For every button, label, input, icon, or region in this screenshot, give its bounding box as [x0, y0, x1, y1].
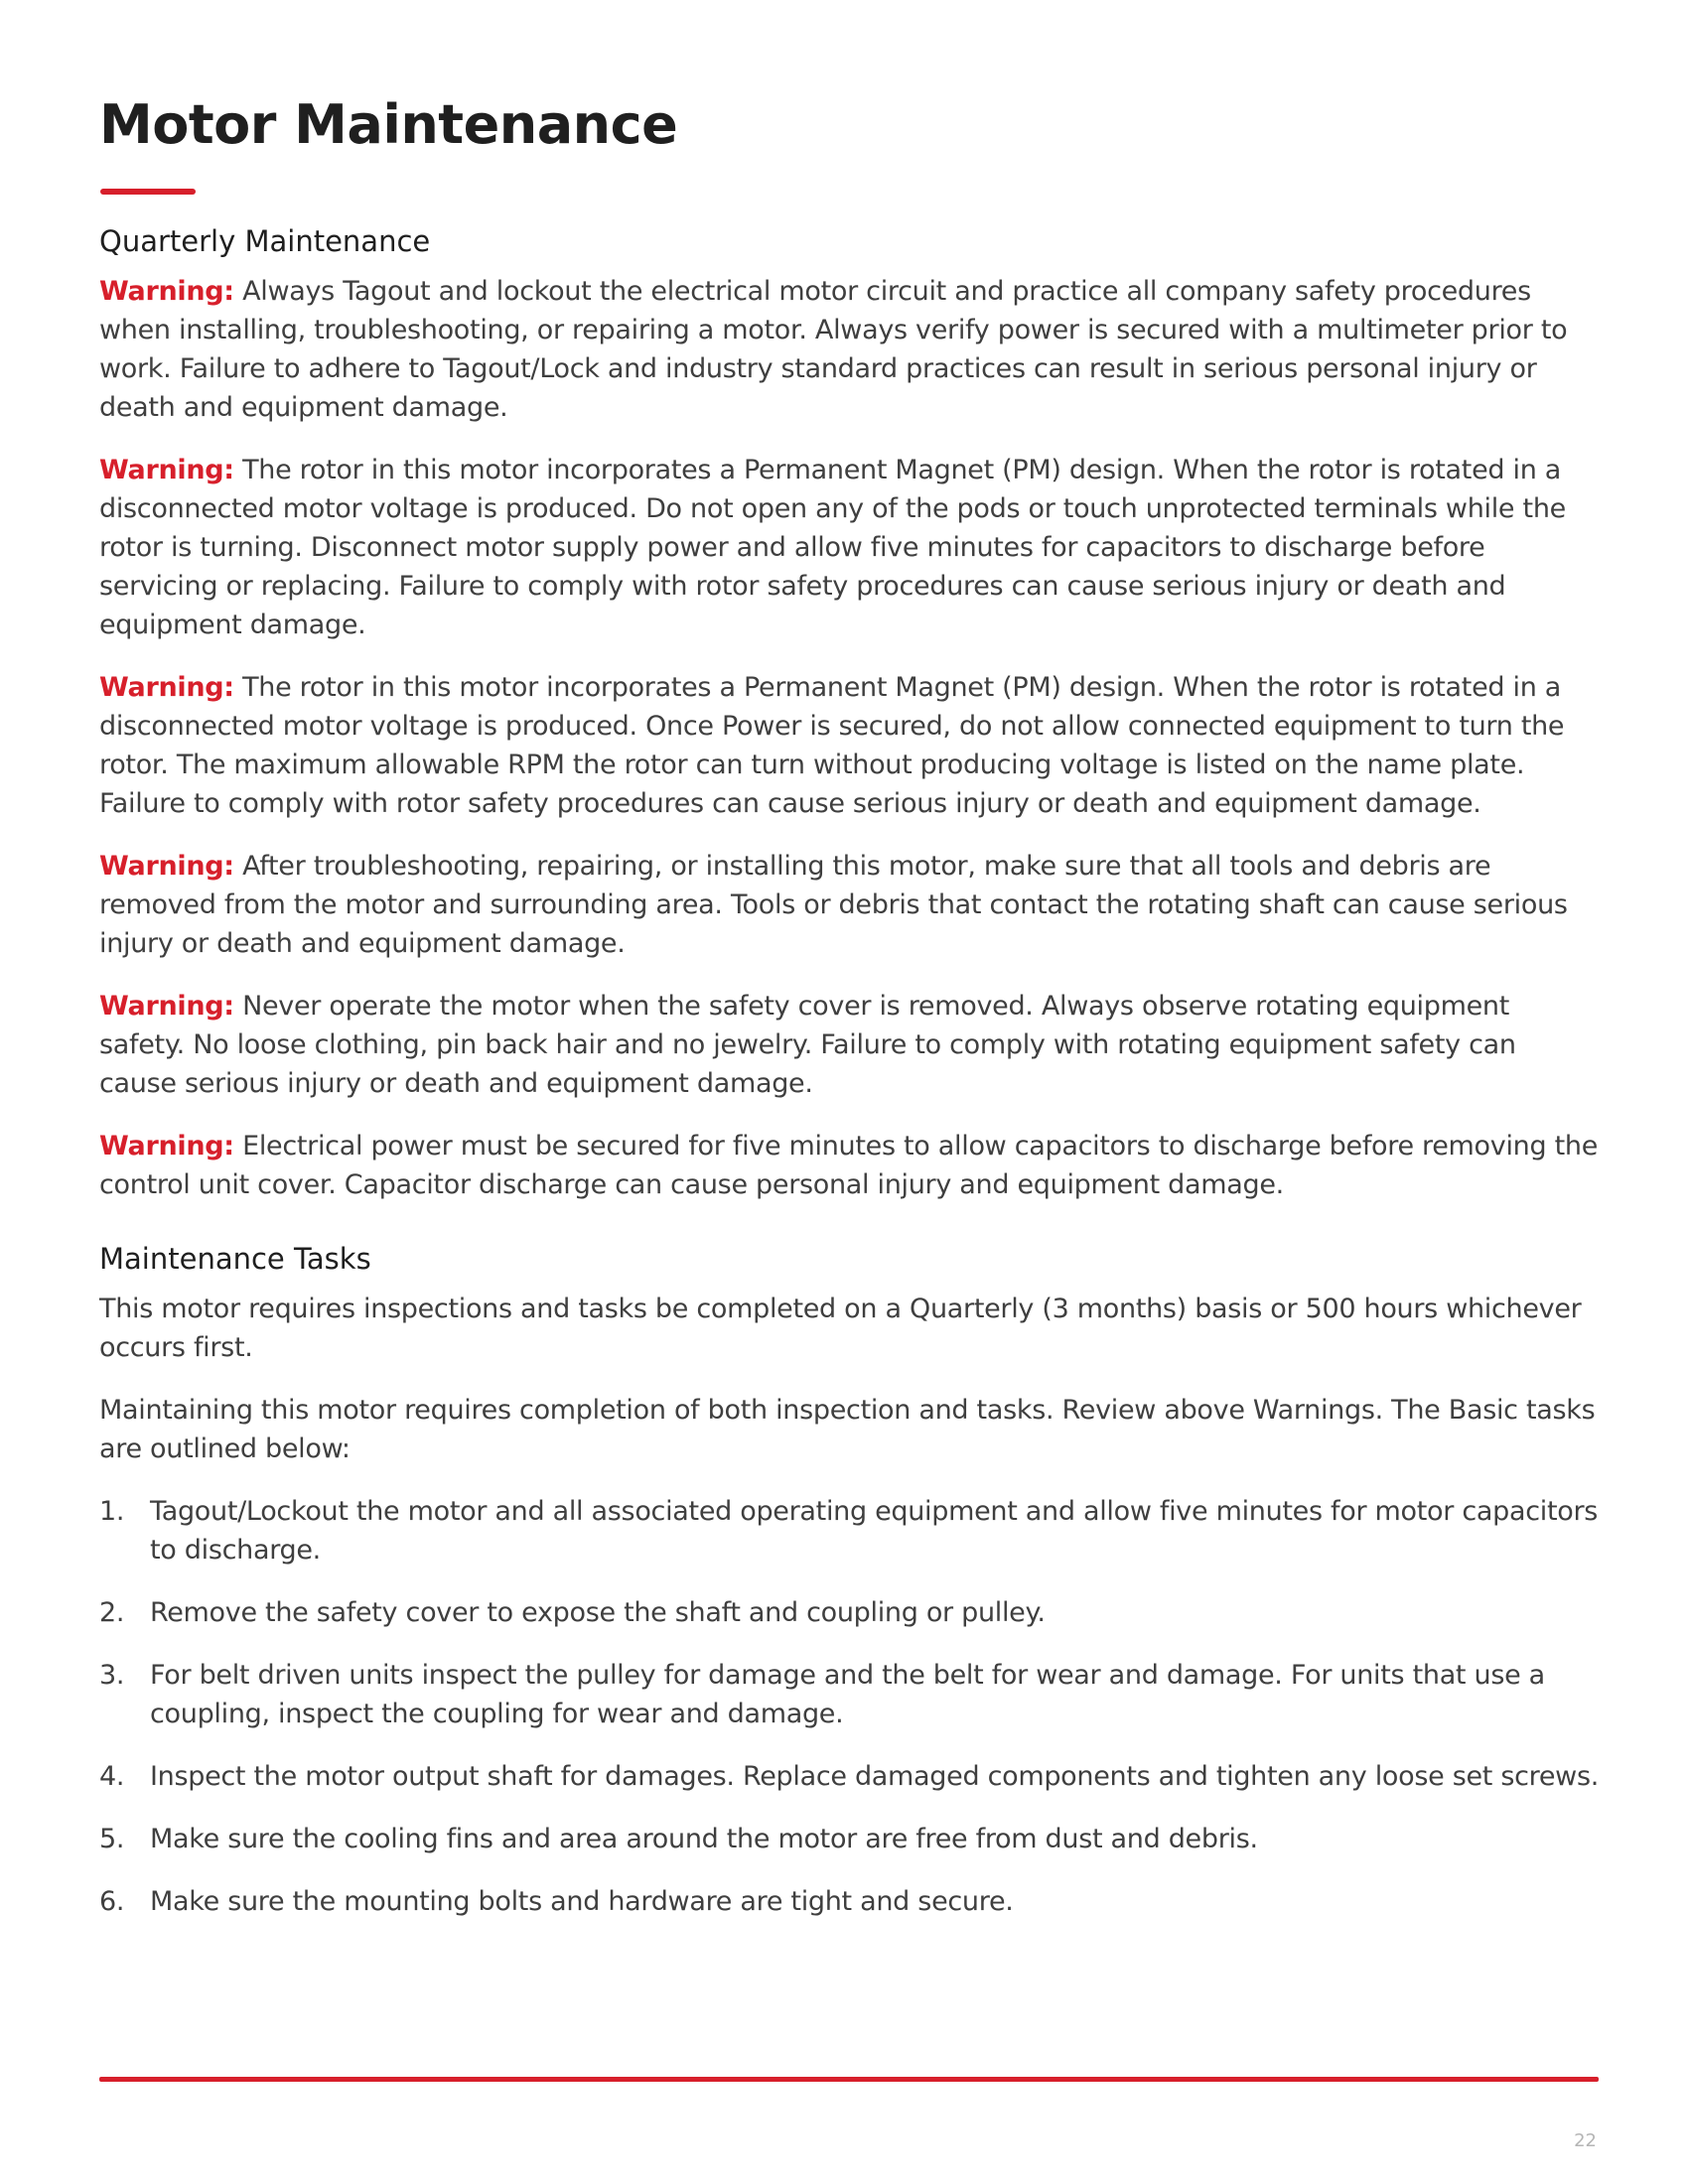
warning-label: Warning: — [99, 455, 234, 485]
warning-label: Warning: — [99, 851, 234, 882]
warning-paragraph — [99, 451, 1599, 644]
tasks-intro-paragraph: Maintaining this motor requires completion of both inspection and tasks. Review above Warnings. The Basic tasks are outlined below: — [99, 1395, 1596, 1464]
task-list-item — [99, 1820, 1599, 1858]
task-number: 3. — [99, 1660, 125, 1691]
warning-text: Never operate the motor when the safety cover is removed. Always observe rotating equipment safety. No loose clothing, pin back hair and no jewelry. Failure to comply with rotating equipment safety can cause serious injury or death and equipment damage. — [99, 991, 1516, 1099]
task-list-item — [99, 1882, 1599, 1921]
warning-paragraph — [99, 1127, 1599, 1204]
task-list-item — [99, 1593, 1599, 1632]
warning-paragraph — [99, 847, 1599, 963]
task-number: 6. — [99, 1886, 125, 1917]
task-text: Inspect the motor output shaft for damages. Replace damaged components and tighten any loose set screws. — [150, 1761, 1600, 1792]
task-number: 5. — [99, 1824, 125, 1854]
task-text: Remove the safety cover to expose the shaft and coupling or pulley. — [150, 1597, 1046, 1628]
footer-divider — [99, 2077, 1599, 2082]
title-underline — [100, 189, 196, 195]
page-content — [99, 220, 1599, 1945]
warning-label: Warning: — [99, 1131, 234, 1161]
page-number: 22 — [1574, 2130, 1597, 2151]
tasks-intro-paragraph: This motor requires inspections and tasks be completed on a Quarterly (3 months) basis or 500 hours whichever occurs first. — [99, 1294, 1582, 1363]
warning-paragraph — [99, 272, 1599, 427]
warning-paragraph — [99, 987, 1599, 1103]
warning-text: The rotor in this motor incorporates a Permanent Magnet (PM) design. When the rotor is rotated in a disconnected motor voltage is produced. Do not open any of the pods or touch unprotected terminals while the rotor is turning. Disconnect motor supply power and allow five minutes for capacitors to discharge before servicing or replacing. Failure to comply with rotor safety procedures can cause serious injury or death and equipment damage. — [99, 455, 1566, 640]
task-list — [99, 1492, 1599, 1921]
page-title: Motor Maintenance — [99, 93, 678, 156]
warning-label: Warning: — [99, 276, 234, 307]
task-list-item — [99, 1757, 1599, 1796]
warning-text: The rotor in this motor incorporates a Permanent Magnet (PM) design. When the rotor is rotated in a disconnected motor voltage is produced. Once Power is secured, do not allow connected equipment to turn the rotor. The maximum allowable RPM the rotor can turn without producing voltage is listed on the name plate. Failure to comply with rotor safety procedures can cause serious injury or death and equipment damage. — [99, 672, 1565, 819]
warning-label: Warning: — [99, 991, 234, 1022]
task-number: 2. — [99, 1597, 125, 1628]
warning-paragraph — [99, 668, 1599, 823]
task-list-item — [99, 1492, 1599, 1570]
maintenance-tasks-heading: Maintenance Tasks — [99, 1242, 371, 1276]
warning-text: Electrical power must be secured for five minutes to allow capacitors to discharge before removing the control unit cover. Capacitor discharge can cause personal injury and equipment damage. — [99, 1131, 1599, 1200]
task-text: For belt driven units inspect the pulley for damage and the belt for wear and damage. For units that use a coupling, inspect the coupling for wear and damage. — [150, 1660, 1545, 1729]
maintenance-tasks-section — [99, 1238, 1599, 1921]
quarterly-maintenance-heading: Quarterly Maintenance — [99, 224, 431, 258]
warning-text: Always Tagout and lockout the electrical motor circuit and practice all company safety procedures when installing, troubleshooting, or repairing a motor. Always verify power is secured with a multimeter prior to work. Failure to adhere to Tagout/Lock and industry standard practices can result in serious personal injury or death and equipment damage. — [99, 276, 1568, 423]
task-text: Make sure the mounting bolts and hardware are tight and secure. — [150, 1886, 1014, 1917]
task-number: 4. — [99, 1761, 125, 1792]
quarterly-maintenance-section — [99, 220, 1599, 1204]
task-text: Make sure the cooling fins and area around the motor are free from dust and debris. — [150, 1824, 1258, 1854]
task-number: 1. — [99, 1496, 125, 1527]
task-text: Tagout/Lockout the motor and all associated operating equipment and allow five minutes for motor capacitors to discharge. — [150, 1496, 1599, 1566]
task-list-item — [99, 1656, 1599, 1733]
warning-label: Warning: — [99, 672, 234, 703]
warning-text: After troubleshooting, repairing, or installing this motor, make sure that all tools and debris are removed from the motor and surrounding area. Tools or debris that contact the rotating shaft can cause serious injury or death and equipment damage. — [99, 851, 1568, 959]
